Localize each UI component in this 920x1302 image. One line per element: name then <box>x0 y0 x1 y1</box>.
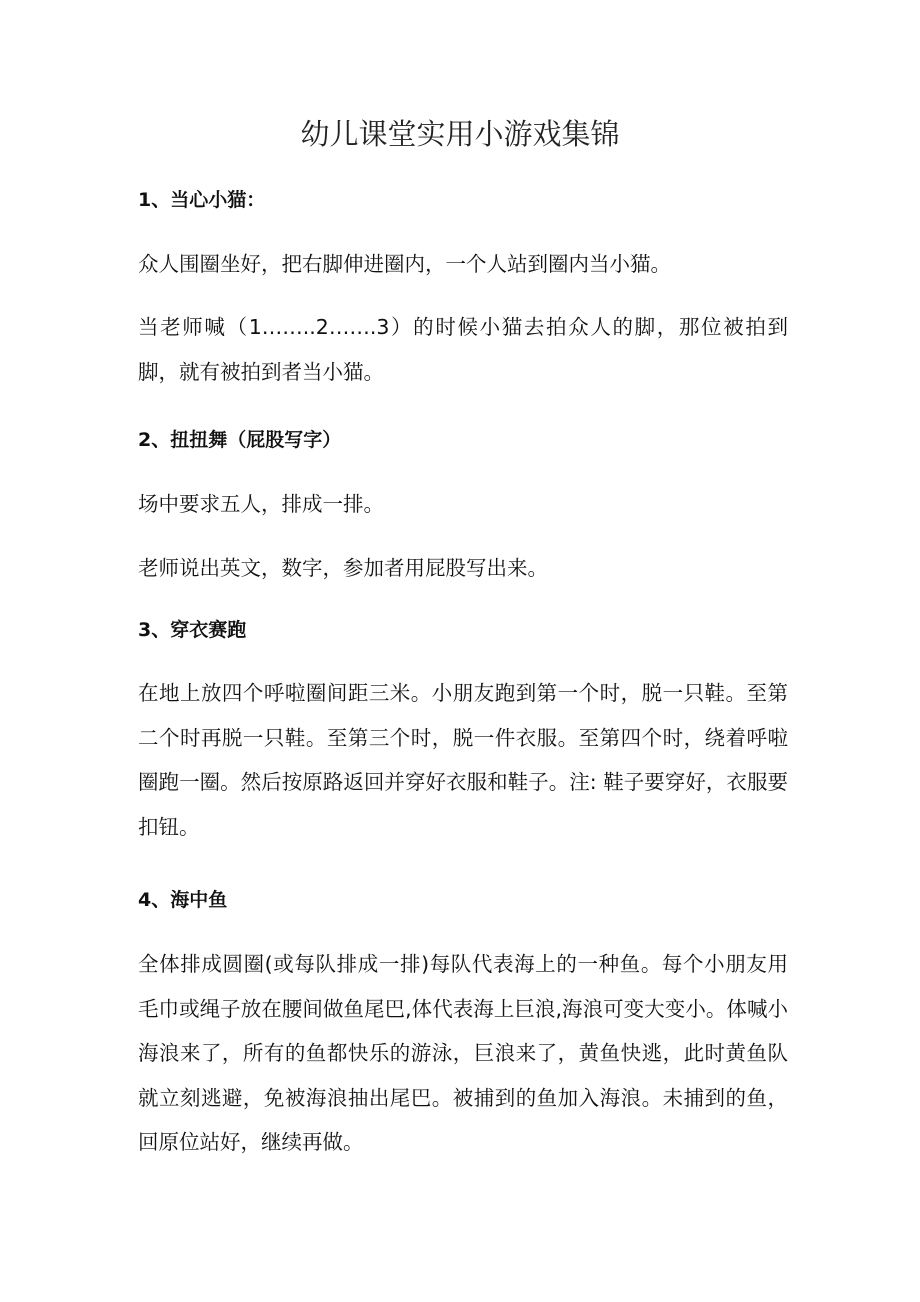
section-2-paragraph-1: 场中要求五人，排成一排。 <box>138 492 384 516</box>
section-1-paragraph-2: 当老师喊（1……..2…….3）的时候小猫去拍众人的脚，那位被拍到脚，就有被拍到者当小猫。 <box>138 315 788 384</box>
section-heading-2: 2、扭扭舞（屁股写字） <box>138 429 342 451</box>
section-2-paragraph-2: 老师说出英文，数字，参加者用屁股写出来。 <box>138 556 548 580</box>
document-title: 幼儿课堂实用小游戏集锦 <box>300 117 620 151</box>
section-heading-1: 1、当心小猫： <box>138 189 266 211</box>
section-4-paragraph-1: 全体排成圆圈(或每队排成一排)每队代表海上的一种鱼。每个小朋友用毛巾或绳子放在腰间做鱼尾巴,体代表海上巨浪,海浪可变大变小。体喊小海浪来了，所有的鱼都快乐的游泳，巨浪来了，黄鱼快逃，此时黄鱼队就立刻逃避，免被海浪抽出尾巴。被捕到的鱼加入海浪。未捕到的鱼，回原位站好，继续再做。 <box>138 952 788 1154</box>
section-heading-3: 3、穿衣赛跑 <box>138 619 247 641</box>
section-heading-4: 4、海中鱼 <box>138 889 228 911</box>
section-3-paragraph-1: 在地上放四个呼啦圈间距三米。小朋友跑到第一个时，脱一只鞋。至第二个时再脱一只鞋。至第三个时，脱一件衣服。至第四个时，绕着呼啦圈跑一圈。然后按原路返回并穿好衣服和鞋子。注: 鞋子要穿好，衣服要扣钮。 <box>138 681 788 839</box>
section-1-paragraph-1: 众人围圈坐好，把右脚伸进圈内，一个人站到圈内当小猫。 <box>138 252 671 276</box>
